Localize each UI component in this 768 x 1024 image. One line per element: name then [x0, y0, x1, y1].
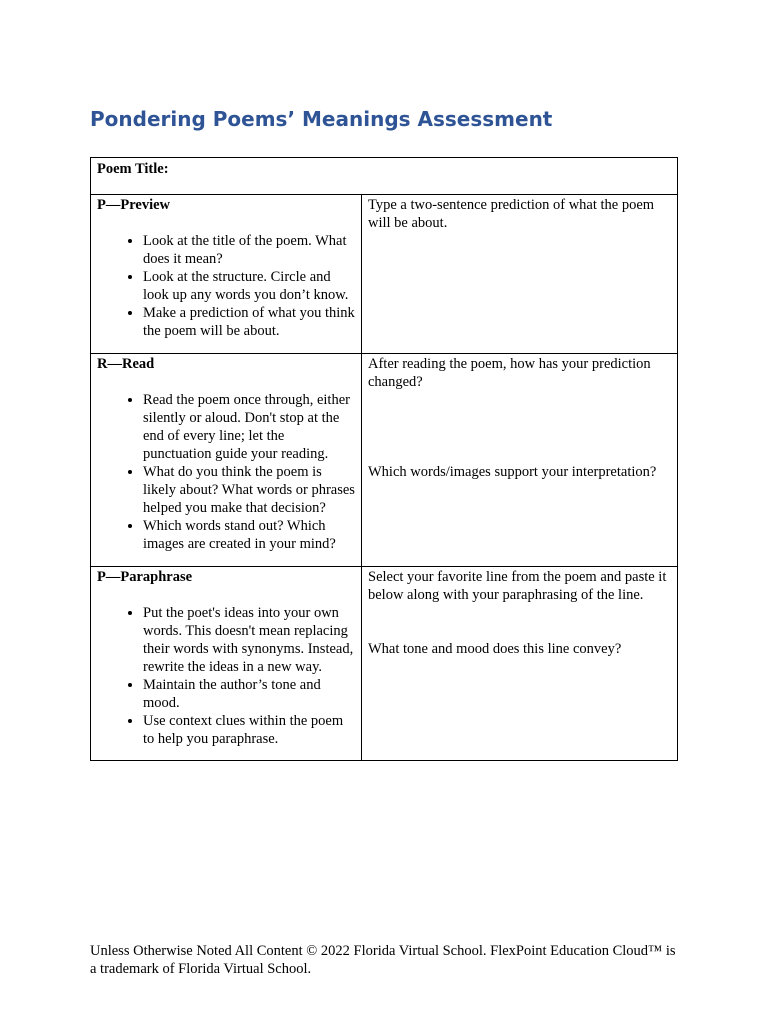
- paraphrase-instructions-cell: [91, 567, 362, 761]
- prompt-text: Which words/images support your interpretation?: [368, 464, 657, 480]
- bullet-list: [97, 391, 355, 553]
- table-row: [91, 195, 678, 354]
- bullet-list: [97, 232, 355, 340]
- list-item: • Read the poem once through, either silently or aloud. Don't stop at the end of every line; let the punctuation guide your reading.: [143, 391, 355, 463]
- preview-read-paraphrase-table: [90, 157, 678, 761]
- preview-response-cell[interactable]: [362, 195, 678, 354]
- poem-title-cell[interactable]: [91, 158, 678, 195]
- row-heading: P—Preview: [97, 197, 171, 213]
- prompt-text: Select your favorite line from the poem and paste it below along with your paraphrasing of the line.: [368, 569, 667, 603]
- list-item: • Put the poet's ideas into your own words. This doesn't mean replacing their words with synonyms. Instead, rewrite the ideas in a new way.: [143, 604, 355, 676]
- list-item: • Look at the structure. Circle and look up any words you don’t know.: [143, 268, 355, 304]
- list-item: • What do you think the poem is likely about? What words or phrases helped you make that decision?: [143, 463, 355, 517]
- read-instructions-cell: [91, 354, 362, 567]
- row-heading: P—Paraphrase: [97, 569, 193, 585]
- paraphrase-response-cell[interactable]: [362, 567, 678, 761]
- row-heading: R—Read: [97, 356, 155, 372]
- list-item: • Which words stand out? Which images are created in your mind?: [143, 517, 355, 553]
- table-row: [91, 354, 678, 567]
- table-row: [91, 567, 678, 761]
- prompt-text: After reading the poem, how has your prediction changed?: [368, 356, 651, 390]
- document-title: Pondering Poems’ Meanings Assessment: [90, 107, 553, 131]
- list-item: • Look at the title of the poem. What does it mean?: [143, 232, 355, 268]
- copyright-footer: Unless Otherwise Noted All Content © 2022 Florida Virtual School. FlexPoint Education Cloud™ is a trademark of Florida Virtual School.: [90, 943, 676, 977]
- list-item: • Maintain the author’s tone and mood.: [143, 676, 355, 712]
- prompt-text: What tone and mood does this line convey?: [368, 641, 622, 657]
- poem-title-label: Poem Title:: [97, 161, 169, 177]
- prompt-text: Type a two-sentence prediction of what the poem will be about.: [368, 197, 655, 231]
- read-response-cell[interactable]: [362, 354, 678, 567]
- preview-instructions-cell: [91, 195, 362, 354]
- list-item: • Use context clues within the poem to help you paraphrase.: [143, 712, 355, 748]
- table-row: [91, 158, 678, 195]
- bullet-list: [97, 604, 355, 748]
- list-item: • Make a prediction of what you think the poem will be about.: [143, 304, 355, 340]
